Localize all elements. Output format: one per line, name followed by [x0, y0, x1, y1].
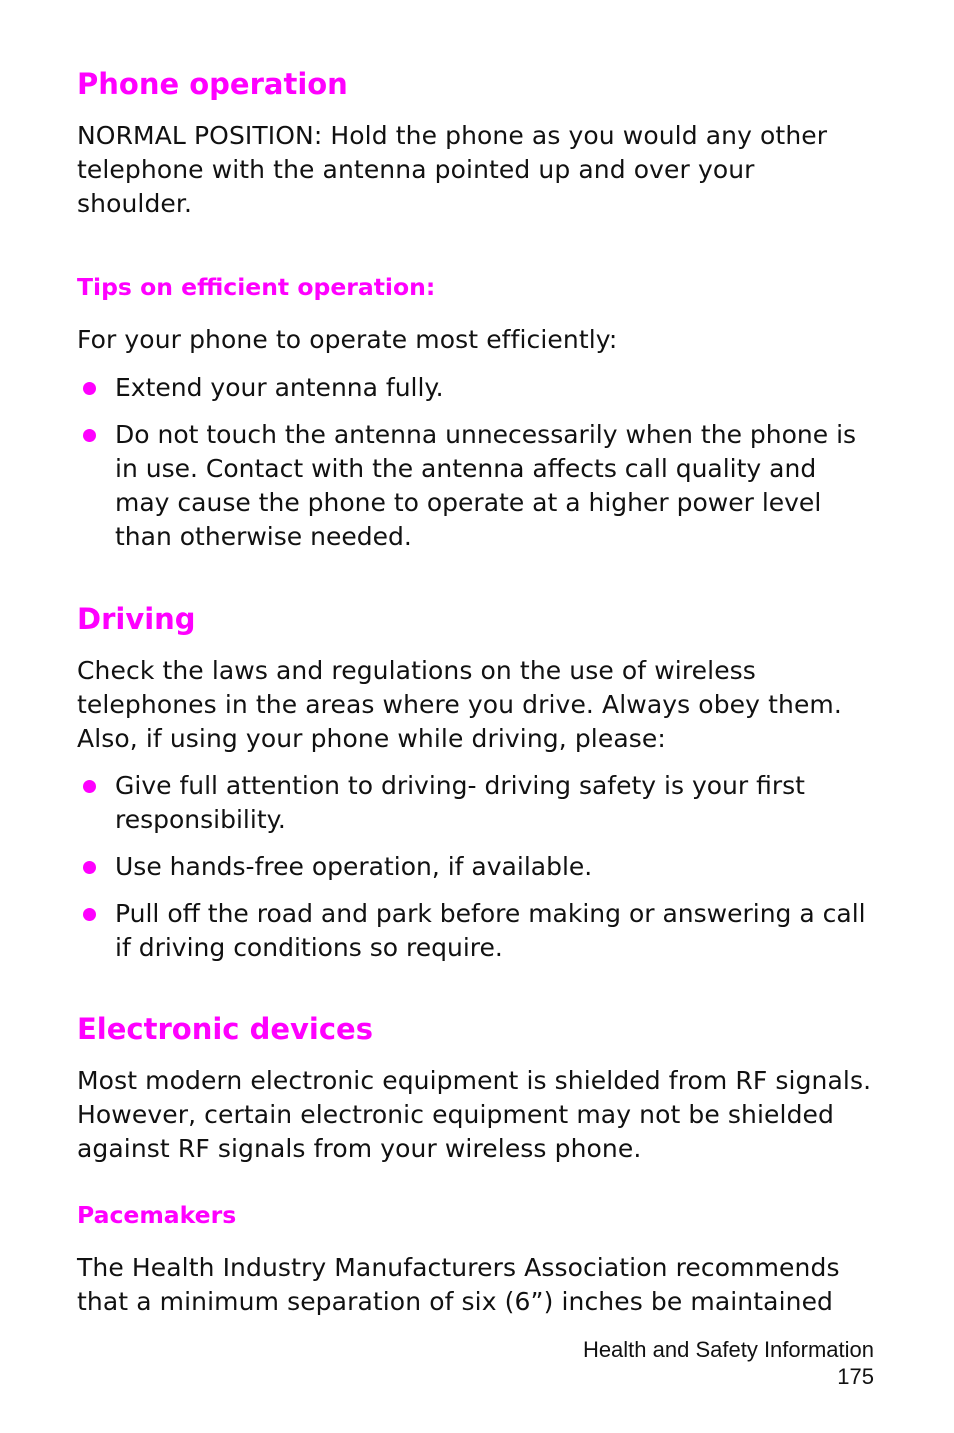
- list-item: [77, 897, 877, 965]
- list-item: [77, 769, 877, 837]
- paragraph-driving: Check the laws and regulations on the use of wireless telephones in the areas where you drive. Always obey them. Also, if using your phone while driving, please:: [77, 656, 842, 753]
- list-item: [77, 418, 877, 554]
- paragraph-pacemakers: The Health Industry Manufacturers Association recommends that a minimum separation of six (6”) inches be maintained: [77, 1253, 840, 1316]
- bullet-icon: [83, 429, 96, 442]
- page-number: 175: [837, 1364, 874, 1389]
- list-item-text: Use hands-free operation, if available.: [115, 852, 593, 881]
- paragraph-normal-position: NORMAL POSITION: Hold the phone as you would any other telephone with the antenna pointed up and over your shoulder.: [77, 121, 828, 218]
- heading-pacemakers: Pacemakers: [77, 1201, 237, 1229]
- heading-electronic-devices: Electronic devices: [77, 1012, 373, 1046]
- heading-tips-efficient-operation: Tips on efficient operation:: [77, 273, 436, 301]
- driving-list: [77, 769, 877, 965]
- footer-section-title: Health and Safety Information: [582, 1337, 874, 1362]
- list-item: [77, 371, 877, 405]
- heading-phone-operation: Phone operation: [77, 67, 348, 101]
- list-item-text: Do not touch the antenna unnecessarily when the phone is in use. Contact with the antenna affects call quality and may cause the phone to operate at a higher power level than otherwise needed.: [115, 420, 857, 551]
- tips-list: [77, 371, 877, 554]
- list-item-text: Extend your antenna fully.: [115, 373, 444, 402]
- bullet-icon: [83, 861, 96, 874]
- paragraph-tips-intro: For your phone to operate most efficiently:: [77, 325, 618, 354]
- bullet-icon: [83, 780, 96, 793]
- paragraph-electronic-devices: Most modern electronic equipment is shielded from RF signals. However, certain electronic equipment may not be shielded against RF signals from your wireless phone.: [77, 1066, 872, 1163]
- page-content: [77, 62, 877, 1319]
- bullet-icon: [83, 382, 96, 395]
- list-item-text: Pull off the road and park before making or answering a call if driving conditions so require.: [115, 899, 866, 962]
- page-footer: [583, 1336, 874, 1390]
- heading-driving: Driving: [77, 602, 196, 636]
- list-item: [77, 850, 877, 884]
- list-item-text: Give full attention to driving- driving safety is your first responsibility.: [115, 771, 805, 834]
- bullet-icon: [83, 908, 96, 921]
